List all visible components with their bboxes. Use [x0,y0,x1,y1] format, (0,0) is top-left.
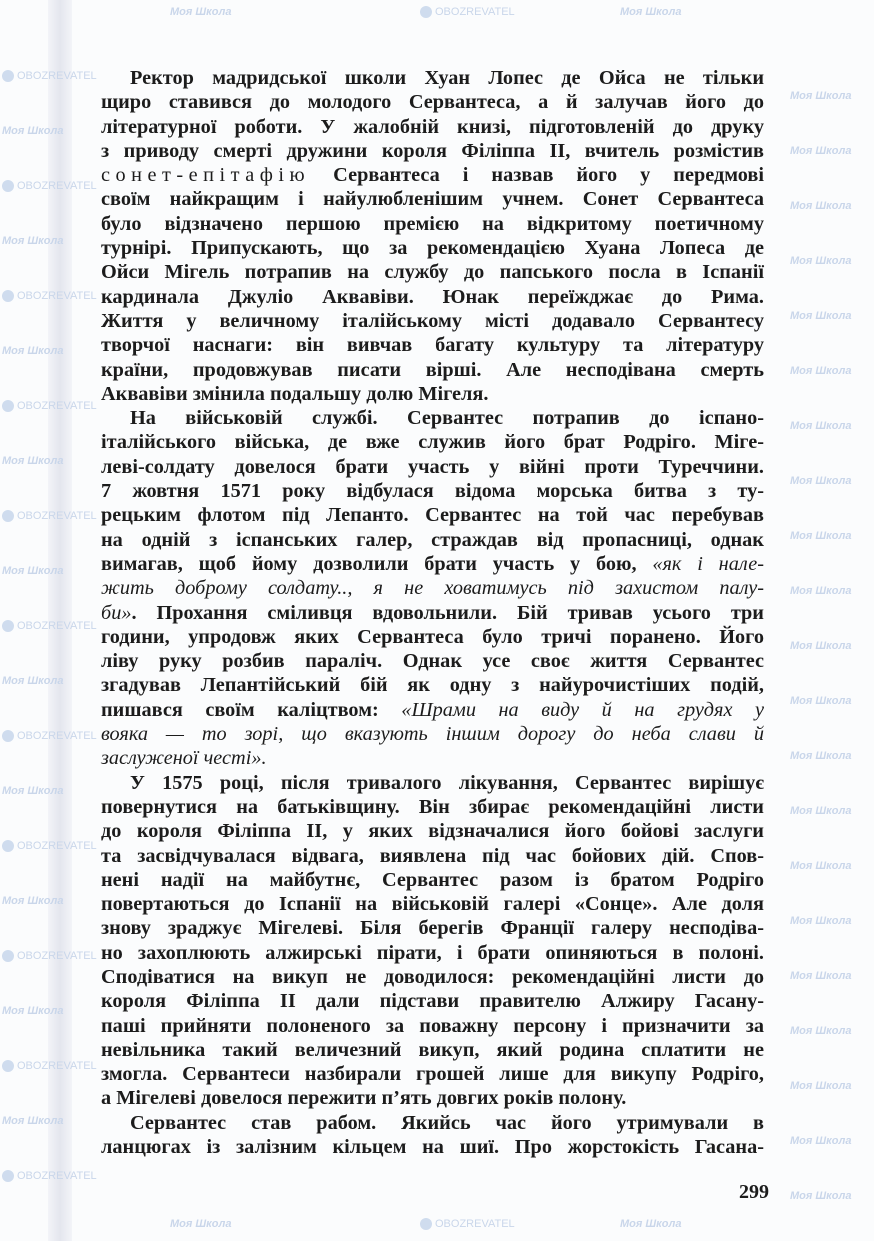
watermark-school: Моя Школа [790,90,852,102]
text-line [101,406,764,430]
paragraph [101,1111,764,1160]
watermark-school: Моя Школа [790,475,852,487]
watermark-school: Моя Школа [790,860,852,872]
watermark-brand: OBOZREVATEL [17,290,97,302]
text-run: ланцюгах із залізним кільцем на шиї. Про жорстокість Гасана- [101,1136,764,1159]
watermark-school: Моя Школа [790,530,852,542]
watermark-brand: OBOZREVATEL [17,730,97,742]
watermark-school: Моя Школа [790,805,852,817]
text-line [101,819,764,843]
watermark [420,1218,515,1230]
watermark [790,695,851,707]
watermark-school: Моя Школа [2,455,64,467]
text-run: Ойси Мігель потрапив на службу до папського посла в Іспанії [101,261,764,284]
text-run: а Мігелеві довелося пережити п’ять довгих років полону. [101,1087,627,1110]
text-line [101,771,764,795]
text-run: та засвідчувалася відвага, виявлена під час бойових дій. Спов- [101,844,764,867]
watermark-school: Моя Школа [2,895,64,907]
watermark-school: Моя Школа [2,1005,64,1017]
watermark [620,1218,681,1230]
watermark-logo-icon [420,1218,432,1230]
text-line [101,892,764,916]
text-run: На військовій службі. Сервантес потрапив до іспано- [130,407,764,430]
watermark-school: Моя Школа [790,145,852,157]
text-line [101,358,764,382]
watermark-school: Моя Школа [170,6,232,18]
text-run: 7 жовтня 1571 року відбулася відома морська битва з ту- [101,480,764,503]
watermark-school: Моя Школа [790,420,852,432]
watermark [790,255,851,267]
text-line [101,333,764,357]
text-run: вимагав, щоб йому дозволили брати участь у бою, [101,552,653,575]
watermark [790,585,851,597]
watermark [790,860,851,872]
watermark-logo-icon [2,1170,14,1182]
text-line [101,576,764,600]
watermark-brand: OBOZREVATEL [17,1170,97,1182]
text-line [101,795,764,819]
watermark-logo-icon [2,730,14,742]
text-line [101,916,764,940]
text-line [101,187,764,211]
watermark-school: Моя Школа [790,200,852,212]
watermark-logo-icon [2,400,14,412]
watermark-school: Моя Школа [2,565,64,577]
text-run: У 1575 році, після тривалого лікування, Сервантес вирішує [130,771,764,794]
watermark-brand: OBOZREVATEL [435,1218,515,1230]
text-run: знову зраджує Мігелеві. Біля берегів Франції галеру несподіва- [101,917,764,940]
text-run: повернутися на батьківщину. Він збирає рекомендаційні листи [101,795,764,818]
text-line [101,285,764,309]
text-run: но захоплюють алжирські пірати, і брати опиняються в полоні. [101,941,764,964]
watermark [790,475,851,487]
text-line [101,236,764,260]
page-number: 299 [739,1181,769,1203]
watermark [790,145,851,157]
page-binding-shadow [48,0,72,1241]
watermark-school: Моя Школа [2,785,64,797]
watermark-school: Моя Школа [790,915,852,927]
watermark-school: Моя Школа [790,1190,852,1202]
text-run: Сервантеса і назвав його у передмові [310,164,764,187]
text-line [101,528,764,552]
text-line [101,941,764,965]
text-line [101,1111,764,1135]
watermark-school: Моя Школа [2,675,64,687]
text-line [101,601,764,625]
watermark [790,1080,851,1092]
watermark [790,640,851,652]
text-run: літературної роботи. У жалобній книзі, підготовленій до друку [101,115,764,138]
watermark-school: Моя Школа [790,365,852,377]
text-run: згадував Лепантійський бій як одну з найурочистіших подій, [101,674,764,697]
text-line [101,455,764,479]
text-run: невільника такий величезний викуп, який родина сплатити не [101,1038,764,1061]
watermark-school: Моя Школа [790,640,852,652]
text-line [101,139,764,163]
watermark [790,805,851,817]
text-line [101,1135,764,1159]
text-run: пишався своїм каліцтвом: [101,698,402,721]
text-run: щиро ставився до молодого Сервантеса, а й залучав його до [101,91,764,114]
watermark [790,1190,851,1202]
text-run: змогла. Сервантеси назбирали грошей лише для викупу Родріго, [101,1063,764,1086]
watermark [790,1135,851,1147]
text-run: нені надії на майбутнє, Сервантес разом із братом Родріго [101,868,764,891]
italic-quote: би» [101,601,132,624]
text-line [101,503,764,527]
text-line [101,844,764,868]
text-line [101,1062,764,1086]
watermark [170,1218,231,1230]
text-run: рецьким флотом під Лепанто. Сервантес на той час перебував [101,504,764,527]
text-line [101,163,764,187]
text-line [101,722,764,746]
watermark [790,200,851,212]
text-line [101,698,764,722]
watermark-school: Моя Школа [2,1115,64,1127]
text-line [101,66,764,90]
watermark-brand: OBOZREVATEL [17,400,97,412]
watermark-logo-icon [420,6,432,18]
watermark-brand: OBOZREVATEL [17,70,97,82]
watermark [790,970,851,982]
watermark [790,310,851,322]
text-line [101,1014,764,1038]
watermark-school: Моя Школа [170,1218,232,1230]
text-run: Ректор мадридської школи Хуан Лопес де Ойса не тільки [130,67,764,89]
watermark-logo-icon [2,840,14,852]
watermark-logo-icon [2,290,14,302]
text-line [101,1038,764,1062]
watermark [790,90,851,102]
text-line [101,90,764,114]
watermark-logo-icon [2,620,14,632]
watermark-school: Моя Школа [2,125,64,137]
text-run: Життя у величному італійському місті додавало Сервантесу [101,309,764,332]
text-run: італійського війська, де вже служив його брат Родріго. Міге- [101,431,764,454]
spaced-term: сонет-епітафію [101,164,311,187]
text-line [101,552,764,576]
watermark-school: Моя Школа [790,1080,852,1092]
text-line [101,479,764,503]
body-text [101,66,764,1159]
text-line [101,115,764,139]
text-run: було відзначено першою премією на відкритому поетичному [101,212,764,235]
paragraph [101,771,764,1111]
watermark [790,365,851,377]
text-line [101,673,764,697]
watermark-school: Моя Школа [620,6,682,18]
watermark [420,6,515,18]
text-line [101,746,764,770]
text-line [101,965,764,989]
italic-quote: вояка — то зорі, що вказують іншим дорогу до неба слави й [101,723,764,746]
text-run: до короля Філіппа II, у яких відзначалися його бойові заслуги [101,820,764,843]
watermark-school: Моя Школа [2,235,64,247]
italic-quote: жить доброму солдату.., я не ховатимусь під захистом палу- [101,577,764,600]
watermark-brand: OBOZREVATEL [17,840,97,852]
text-run: Сервантес став рабом. Якийсь час його утримували в [130,1111,764,1134]
watermark-school: Моя Школа [790,695,852,707]
paragraph [101,406,764,770]
watermark-brand: OBOZREVATEL [435,6,515,18]
text-line [101,1086,764,1110]
text-run: кардинала Джуліо Аквавіви. Юнак переїжджає до Рима. [101,285,764,308]
text-run: ліву руку розбив параліч. Однак усе своє життя Сервантес [101,650,764,673]
watermark-brand: OBOZREVATEL [17,510,97,522]
italic-quote: «Шрами на виду й на грудях у [401,698,765,721]
watermark-logo-icon [2,70,14,82]
text-run: на одній з іспанських галер, страждав від пропасниці, однак [101,528,764,551]
text-run: Сподіватися на викуп не доводилося: рекомендаційні листи до [101,965,764,988]
watermark-school: Моя Школа [2,345,64,357]
text-run: з приводу смерті дружини короля Філіппа II, вчитель розмістив [101,139,764,162]
text-line [101,989,764,1013]
text-run: паші прийняти полоненого за поважну персону і призначити за [101,1014,764,1037]
watermark-logo-icon [2,180,14,192]
text-line [101,649,764,673]
watermark-school: Моя Школа [790,310,852,322]
text-run: . Прохання сміливця вдовольнили. Бій тривав усього три [131,601,764,624]
text-run: короля Філіппа II дали підстави правителю Алжиру Гасану- [101,990,765,1013]
watermark-school: Моя Школа [620,1218,682,1230]
text-run: країни, продовжував писати вірші. Але несподівана смерть [101,358,764,381]
text-run: творчої наснаги: він вивчав багату культуру та літературу [101,334,764,357]
text-line [101,260,764,284]
watermark-brand: OBOZREVATEL [17,620,97,632]
text-run: своїм найкращим і найулюбленішим учнем. Сонет Сервантеса [101,188,764,211]
text-run: Аквавіви змінила подальшу долю Мігеля. [101,382,489,405]
watermark-school: Моя Школа [790,750,852,762]
watermark [620,6,681,18]
text-run: години, упродовж яких Сервантеса було тричі поранено. Його [101,625,764,648]
watermark-brand: OBOZREVATEL [17,1060,97,1072]
text-run: леві-солдату довелося брати участь у війні проти Туреччини. [101,455,764,478]
watermark-school: Моя Школа [790,1135,852,1147]
watermark-logo-icon [2,510,14,522]
paragraph [101,66,764,406]
watermark [790,1025,851,1037]
watermark [790,420,851,432]
italic-quote: «як і нале- [652,552,764,575]
text-line [101,212,764,236]
watermark [790,915,851,927]
watermark [790,530,851,542]
watermark-school: Моя Школа [790,255,852,267]
watermark-school: Моя Школа [790,585,852,597]
watermark-school: Моя Школа [790,1025,852,1037]
watermark [790,750,851,762]
watermark-brand: OBOZREVATEL [17,180,97,192]
italic-quote: заслуженої честі». [101,747,267,770]
watermark [170,6,231,18]
watermark-brand: OBOZREVATEL [17,950,97,962]
watermark-school: Моя Школа [790,970,852,982]
text-line [101,868,764,892]
text-line [101,625,764,649]
watermark-logo-icon [2,1060,14,1072]
text-run: турнірі. Припускають, що за рекомендацією Хуана Лопеса де [101,237,764,260]
text-line [101,430,764,454]
watermark-logo-icon [2,950,14,962]
text-run: повертаються до Іспанії на військовій галері «Сонце». Але доля [101,893,764,916]
text-line [101,309,764,333]
text-line [101,382,764,406]
